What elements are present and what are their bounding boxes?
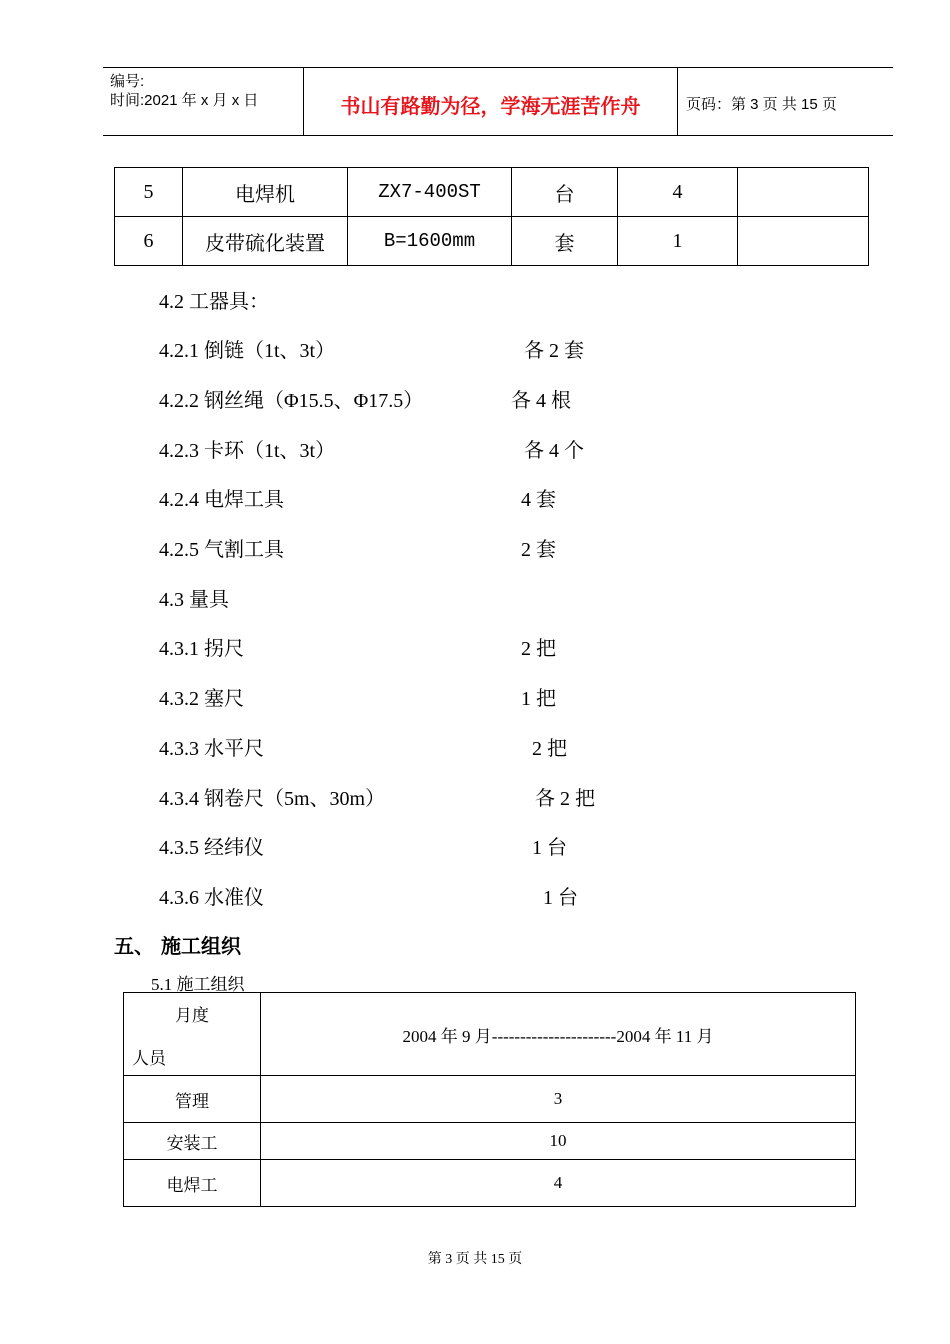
list-item: 4.3.2 塞尺 <box>159 688 244 710</box>
role-cell: 电焊工 <box>124 1160 261 1207</box>
header-top-rule <box>103 67 893 68</box>
role-cell: 安装工 <box>124 1123 261 1160</box>
section-heading: 五、 施工组织 <box>114 934 241 958</box>
header-divider <box>677 67 678 136</box>
row-unit: 台 <box>512 168 618 217</box>
row-model: ZX7-400ST <box>348 168 512 217</box>
equipment-table <box>114 167 869 266</box>
header-month: 月度 <box>175 1006 209 1025</box>
list-item: 4.3.1 拐尺 <box>159 638 244 660</box>
list-item-qty: 1 把 <box>521 688 556 710</box>
header-person: 人员 <box>132 1049 166 1068</box>
row-note <box>738 168 869 217</box>
table-row <box>124 1160 856 1207</box>
row-qty: 4 <box>618 168 738 217</box>
row-no: 5 <box>115 168 183 217</box>
header-bottom-rule <box>103 135 893 136</box>
table-row <box>115 168 869 217</box>
page-label: 页码：第 3 页 共 15 页 <box>686 96 837 113</box>
header-left <box>110 72 258 110</box>
list-item: 4.2.4 电焊工具 <box>159 489 284 511</box>
table-header-row <box>124 993 856 1076</box>
count-cell: 10 <box>261 1123 856 1160</box>
table-row <box>115 217 869 266</box>
list-item: 4.2.2 钢丝绳（Φ15.5、Φ17.5） <box>159 390 424 412</box>
list-item-qty: 2 套 <box>521 539 556 561</box>
list-item: 4.3.5 经纬仪 <box>159 837 264 859</box>
row-no: 6 <box>115 217 183 266</box>
table-row <box>124 1123 856 1160</box>
table-row <box>124 1076 856 1123</box>
number-label: 编号: <box>110 73 145 90</box>
header-motto: 书山有路勤为径，学海无涯苦作舟 <box>340 94 641 118</box>
period-cell: 2004 年 9 月----------------------2004 年 11 月 <box>261 993 856 1076</box>
list-item-qty: 1 台 <box>543 887 578 909</box>
list-item: 4.3.3 水平尺 <box>159 738 264 760</box>
row-qty: 1 <box>618 217 738 266</box>
row-name: 电焊机 <box>183 168 348 217</box>
list-item: 4.2.3 卡环（1t、3t） <box>159 440 336 462</box>
page-footer: 第 3 页 共 15 页 <box>427 1252 523 1267</box>
diagonal-header-cell <box>124 993 261 1076</box>
list-item: 4.3.4 钢卷尺（5m、30m） <box>159 788 386 810</box>
list-item-qty: 4 套 <box>521 489 556 511</box>
role-cell: 管理 <box>124 1076 261 1123</box>
list-item-qty: 各 2 套 <box>524 340 584 362</box>
list-item-qty: 2 把 <box>521 638 556 660</box>
time-label: 时间:2021 年 x 月 x 日 <box>110 92 259 109</box>
row-name: 皮带硫化装置 <box>183 217 348 266</box>
list-item: 4.2.1 倒链（1t、3t） <box>159 340 336 362</box>
row-model: B=1600mm <box>348 217 512 266</box>
tools-heading: 4.2 工器具： <box>159 291 269 313</box>
staffing-table <box>123 992 856 1207</box>
list-item: 4.2.5 气割工具 <box>159 539 284 561</box>
list-item-qty: 各 4 根 <box>511 390 571 412</box>
count-cell: 3 <box>261 1076 856 1123</box>
row-unit: 套 <box>512 217 618 266</box>
list-item: 4.3.6 水准仪 <box>159 887 264 909</box>
list-item-qty: 各 4 个 <box>524 440 584 462</box>
list-item-qty: 2 把 <box>532 738 567 760</box>
count-cell: 4 <box>261 1160 856 1207</box>
measures-heading: 4.3 量具 <box>159 589 229 611</box>
list-item-qty: 1 台 <box>532 837 567 859</box>
list-item-qty: 各 2 把 <box>535 788 595 810</box>
subsection-heading: 5.1 施工组织 <box>151 975 245 994</box>
row-note <box>738 217 869 266</box>
